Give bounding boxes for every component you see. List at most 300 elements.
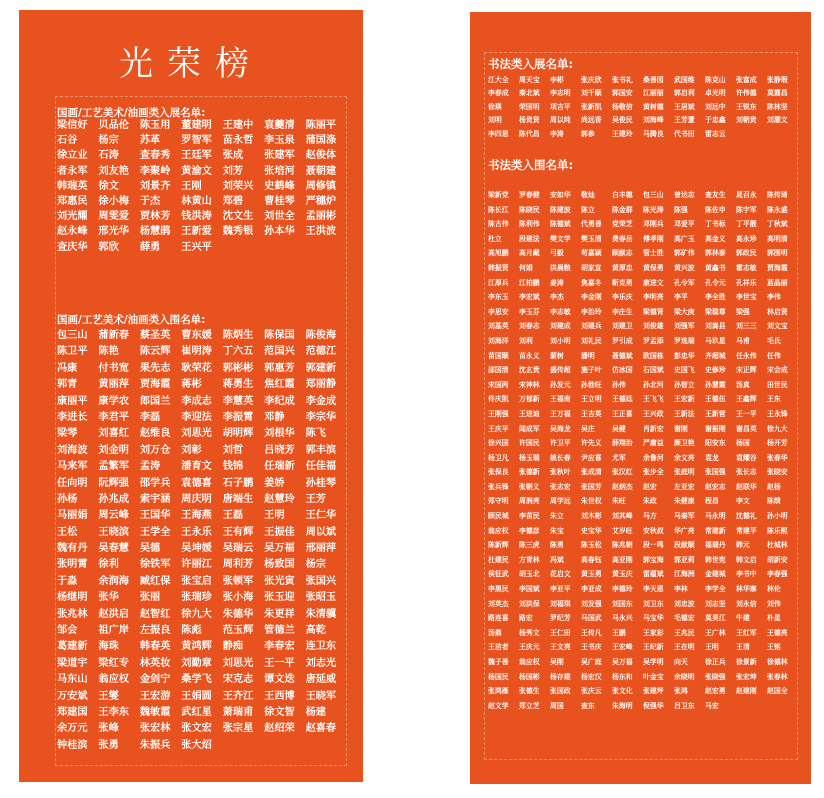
name-entry: 项吉平: [550, 102, 571, 111]
name-entry: 谭文迭: [264, 674, 295, 686]
name-entry: 张昭玉: [305, 592, 337, 604]
name-entry: 赵洪启: [98, 608, 129, 620]
name-entry: 洪晨粮: [550, 263, 571, 272]
name-entry: 任向明: [57, 477, 88, 489]
name-entry: 王松: [57, 526, 78, 538]
name-entry: 陈保国: [264, 330, 295, 341]
name-entry: 徐小梅: [98, 195, 129, 207]
name-entry: 杨国: [736, 439, 750, 448]
name-entry: 杨宏汉: [581, 672, 602, 681]
name-entry: 王明: [705, 643, 719, 652]
name-entry: 王吉英: [581, 409, 602, 418]
name-entry: 韩元: [736, 541, 750, 550]
name-entry: 张秋叶: [550, 468, 571, 477]
name-entry: 王刚强: [488, 409, 509, 418]
name-entry: 郑守明: [488, 497, 509, 506]
name-entry: 张德生: [519, 687, 540, 696]
name-entry: 陈玉松: [581, 541, 602, 550]
name-entry: 徐九大: [181, 608, 212, 620]
name-entry: 陈三虎: [519, 541, 540, 550]
name-entry: 董建明: [181, 120, 212, 131]
name-entry: 王兆民: [674, 628, 695, 637]
name-entry: 周以纯: [550, 116, 571, 125]
name-entry: 孙发元: [550, 380, 571, 389]
name-entry: 张顿军: [222, 575, 254, 587]
name-entry: 王建玲: [612, 129, 633, 138]
name-entry: 张兵锋: [488, 482, 509, 491]
name-entry: 赵国全: [767, 687, 788, 696]
name-entry: 朱健康: [674, 497, 695, 506]
name-entry: 阮辉强: [98, 477, 129, 489]
name-entry: 刘景齐: [139, 180, 171, 192]
name-entry: 费春岳: [612, 234, 633, 243]
name-entry: 郭建新: [305, 362, 337, 374]
name-entry: 谢昌英: [736, 424, 757, 433]
name-entry: 李治玲: [581, 307, 602, 316]
name-entry: 陈乐熙: [767, 526, 788, 535]
name-entry: 孙北河: [643, 380, 664, 389]
name-entry: 陈永盛: [767, 205, 788, 214]
name-entry: 邓爱平: [674, 220, 695, 229]
name-entry: 耿荣花: [181, 362, 212, 374]
name-entry: 刘海峰: [643, 116, 664, 125]
name-entry: 王传凡: [581, 628, 602, 637]
name-entry: 顾献志: [612, 249, 633, 258]
name-entry: 马秦军: [674, 512, 695, 521]
name-entry: 欧国栋: [643, 351, 664, 360]
name-entry: 周修镇: [305, 180, 337, 192]
name-entry: 桑学飞: [181, 674, 212, 686]
name-entry: 陈新辉: [488, 541, 509, 550]
name-entry: 侯征武: [488, 570, 509, 579]
name-entry: 高永珍: [736, 234, 757, 243]
name-entry: 邢光华: [98, 226, 129, 238]
name-entry: 王德廷: [612, 395, 633, 404]
name-entry: 陈俊海: [305, 330, 337, 341]
name-entry: 张明霄: [57, 559, 88, 571]
name-entry: 吴俊民: [612, 116, 633, 125]
name-entry: 罗孟添: [643, 336, 664, 345]
name-entry: 杨秀文: [519, 628, 540, 637]
name-entry: 罗引成: [612, 336, 633, 345]
name-entry: 王德亮: [767, 628, 788, 637]
name-entry: 萧瑞甫: [222, 706, 254, 718]
name-entry: 张国芳: [581, 482, 602, 491]
name-entry: 谢刚: [674, 424, 688, 433]
name-entry: 刘伟: [767, 599, 781, 608]
name-entry: 陈建波: [550, 205, 571, 214]
name-entry: 张庭明: [674, 468, 695, 477]
name-entry: 张培河: [264, 165, 295, 177]
name-entry: 陈佐申: [705, 205, 726, 214]
name-entry: 郭参: [581, 129, 595, 138]
name-entry: 王庆元: [519, 643, 540, 652]
name-entry: 王红军: [736, 628, 757, 637]
name-entry: 向天: [674, 658, 688, 666]
name-entry: 孙本华: [264, 226, 295, 238]
name-entry: 刘利: [519, 336, 533, 345]
name-entry: 彭忠华: [674, 351, 695, 360]
name-entry: 王学全: [139, 526, 171, 538]
name-entry: 李林: [674, 585, 688, 594]
name-entry: 吴春慧: [98, 543, 129, 555]
name-entry: 仿冰国: [612, 366, 633, 375]
name-entry: 赵俊体: [305, 150, 337, 162]
name-entry: 周学远: [550, 497, 571, 506]
name-entry: 张文化: [612, 687, 633, 696]
name-entry: 蒙树: [550, 351, 564, 360]
name-entry: 黄玉庆: [612, 570, 633, 579]
name-entry: 许伟德: [736, 89, 757, 98]
calligraphy-shortlist-heading: 书法类入围名单:: [488, 158, 574, 172]
name-entry: 李文: [736, 497, 750, 506]
name-entry: 李亚平: [550, 585, 571, 594]
name-entry: 朱宝: [550, 526, 564, 535]
name-entry: 李亚成: [581, 585, 602, 594]
name-entry: 王刚: [181, 180, 202, 192]
name-entry: 陈云辉: [139, 346, 171, 358]
name-entry: 路连喜: [488, 614, 509, 623]
name-entry: 康丽平: [57, 395, 88, 407]
name-entry: 贾海霞: [139, 379, 171, 391]
name-entry: 薛翔治: [612, 439, 633, 448]
name-entry: 聂德斌: [612, 351, 633, 360]
name-entry: 徐瑛: [488, 102, 502, 111]
name-entry: 马东山: [57, 674, 88, 686]
name-entry: 江大全: [488, 76, 509, 84]
name-entry: 李春成: [488, 89, 509, 98]
name-entry: 朱海明: [612, 701, 633, 710]
name-entry: 颜卫艳: [674, 439, 695, 448]
name-entry: 王锐东: [736, 102, 757, 111]
name-entry: 王宏新: [674, 395, 695, 404]
name-entry: 段建法: [519, 234, 540, 243]
name-entry: 孙杨: [57, 493, 78, 505]
name-entry: 王晓军: [305, 690, 337, 702]
name-entry: 宋神林: [519, 380, 540, 389]
name-entry: 张宏坤: [736, 672, 757, 681]
name-entry: 王德伍: [705, 395, 726, 404]
name-entry: 陈艳: [98, 346, 119, 358]
name-entry: 孙小明: [767, 512, 788, 521]
name-entry: 蒲国涤: [305, 135, 337, 147]
name-entry: 张静瑕: [767, 76, 788, 84]
name-entry: 万郁新: [519, 395, 540, 404]
name-entry: 赵永峰: [57, 226, 88, 238]
name-entry: 王燮: [98, 690, 119, 702]
name-entry: 刘忠波: [674, 599, 695, 608]
name-entry: 查东: [581, 701, 595, 710]
name-entry: 赵建刚: [736, 687, 757, 696]
name-entry: 李春宏: [264, 641, 295, 653]
name-entry: 孙桂琴: [305, 477, 337, 489]
name-entry: 梁道宇: [57, 657, 88, 669]
name-entry: 徐铁军: [139, 559, 171, 571]
name-entry: 梁强: [736, 307, 750, 316]
name-entry: 王庆平: [488, 424, 509, 433]
name-entry: 李明亮: [643, 293, 664, 302]
name-entry: 吴海龙: [550, 424, 571, 433]
name-entry: 徐九大: [767, 424, 788, 433]
name-entry: 齐超城: [705, 351, 726, 360]
name-entry: 王飞飞: [643, 395, 664, 404]
name-entry: 刘英杰: [488, 599, 509, 608]
name-entry: 苗永哲: [222, 135, 254, 147]
name-entry: 张晓安: [767, 468, 788, 477]
name-entry: 李国斌: [519, 585, 540, 594]
name-entry: 谢振刚: [705, 424, 726, 433]
name-entry: 顾民城: [488, 512, 509, 521]
name-entry: 陈卫平: [57, 346, 88, 358]
name-entry: 黄渝文: [181, 165, 212, 177]
name-entry: 闻成军: [519, 424, 540, 433]
name-entry: 郭林泰: [705, 249, 726, 258]
name-entry: 牛建: [736, 614, 750, 623]
name-entry: 韩世宪: [705, 555, 726, 564]
name-entry: 张兆林: [57, 608, 88, 620]
name-entry: 刘世全: [264, 211, 295, 223]
name-entry: 崔明涛: [181, 346, 212, 358]
name-entry: 白丰德: [612, 191, 633, 199]
name-entry: 魏有丹: [57, 543, 88, 555]
name-entry: 黄保勇: [643, 263, 664, 272]
name-entry: 张庆欣: [581, 76, 602, 84]
name-entry: 孙兆成: [98, 493, 129, 505]
name-entry: 赵绍荣: [264, 723, 295, 735]
name-entry: 范国兴: [264, 346, 295, 358]
name-entry: 杜城林: [767, 541, 788, 550]
name-entry: 潘明: [581, 351, 595, 360]
name-entry: 周云峰: [98, 510, 129, 522]
name-entry: 朴星: [767, 614, 781, 623]
name-entry: 郭惠芳: [264, 362, 295, 374]
name-entry: 石谷: [57, 135, 78, 147]
name-entry: 孙慧霞: [705, 380, 726, 389]
name-entry: 刘发强: [581, 599, 602, 608]
name-entry: 徐德林: [767, 658, 788, 666]
name-entry: 陈宇军: [736, 205, 757, 214]
name-entry: 王兴政: [643, 409, 664, 418]
name-entry: 刘明: [488, 116, 502, 125]
name-entry: 赵宏: [643, 482, 657, 491]
name-entry: 吴德: [139, 543, 161, 555]
name-entry: 曹东媛: [181, 330, 212, 341]
name-entry: 马丽娟: [57, 510, 88, 522]
name-entry: 管德兰: [264, 625, 295, 637]
name-entry: 王纪新: [643, 643, 664, 652]
name-entry: 孙伟: [612, 380, 626, 389]
name-entry: 郑惠民: [57, 195, 88, 207]
name-entry: 石国斌: [643, 366, 664, 375]
name-entry: 李东玉: [488, 293, 509, 302]
name-entry: 薛勇: [139, 241, 161, 253]
name-entry: 张瑞珍: [181, 592, 212, 604]
name-entry: 汤鼎: [488, 628, 502, 637]
name-entry: 程昌: [705, 497, 719, 506]
name-entry: 尤军: [612, 453, 626, 462]
name-entry: 艾岁旺: [612, 526, 633, 535]
name-entry: 朱更祥: [264, 608, 295, 620]
name-entry: 王晓滨: [98, 526, 129, 538]
name-entry: 邵学兵: [139, 477, 171, 489]
name-entry: 高乾: [305, 625, 326, 637]
name-entry: 李宏斌: [519, 293, 540, 302]
name-entry: 赵慧玲: [264, 493, 295, 505]
name-entry: 刘其峰: [612, 512, 633, 521]
name-entry: 陈古伟: [488, 220, 509, 229]
name-entry: 李志敏: [550, 307, 571, 316]
name-entry: 王在明: [674, 643, 695, 652]
name-entry: 朱旺: [612, 497, 626, 506]
name-entry: 杨宗: [98, 135, 119, 147]
name-entry: 林伦: [767, 585, 781, 594]
name-entry: 何娟: [519, 263, 533, 272]
name-entry: 刘哲: [222, 444, 244, 456]
name-entry: 朱世权: [581, 497, 602, 506]
name-entry: 徐兴国: [488, 439, 509, 448]
name-entry: 贾海霞: [767, 263, 788, 272]
name-entry: 路宏: [519, 614, 533, 623]
name-entry: 吴瑞云: [222, 543, 254, 555]
name-entry: 梁稳尊: [705, 307, 726, 316]
name-entry: 葛建新: [57, 641, 88, 653]
name-entry: 于杰: [139, 195, 161, 207]
name-entry: 罗选瑞: [674, 336, 695, 345]
name-entry: 陈勇: [550, 541, 564, 550]
name-entry: 李振霄: [222, 411, 254, 423]
name-entry: 王立明: [581, 395, 602, 404]
name-entry: 杨宗: [305, 559, 326, 571]
name-entry: 黄丽萍: [98, 379, 129, 391]
name-entry: 王西博: [264, 690, 295, 702]
name-entry: 魏敏霞: [139, 706, 171, 718]
calligraphy-shortlist-name-list: [488, 188, 798, 713]
name-entry: 王广林: [705, 628, 726, 637]
name-entry: 梁新党: [488, 191, 509, 199]
name-entry: 高春钰: [581, 555, 602, 564]
name-entry: 马来军: [57, 461, 88, 473]
name-entry: 李平: [674, 293, 688, 302]
name-entry: 李世宝: [736, 293, 757, 302]
name-entry: 施子叶: [581, 366, 602, 375]
name-entry: 张宗星: [222, 723, 254, 735]
name-entry: 于忠鑫: [705, 116, 726, 125]
name-entry: 林启贤: [767, 307, 788, 316]
name-entry: 赵联华: [736, 482, 757, 491]
name-entry: 肖新宏: [643, 424, 664, 433]
name-entry: 赵杨: [767, 482, 781, 491]
name-entry: 李玉芬: [519, 307, 540, 316]
name-entry: 李金刚: [581, 293, 602, 302]
name-entry: 焦嘉冬: [581, 278, 602, 287]
name-entry: 胡家宣: [581, 263, 602, 272]
name-entry: 陈彪: [181, 625, 202, 637]
calligraphy-exhibit-heading: 书法类入展名单:: [488, 57, 574, 71]
name-entry: 孟丽彬: [305, 211, 337, 223]
name-entry: 陈代昌: [519, 129, 540, 138]
name-entry: 王新营: [705, 409, 726, 418]
name-entry: 李杰: [550, 293, 564, 302]
name-entry: 李天恩: [643, 585, 664, 594]
name-entry: 胡明辉: [222, 428, 254, 440]
exhibit-name-list: [57, 118, 347, 255]
name-entry: 王永乐: [181, 526, 212, 538]
name-entry: 王仁田: [550, 628, 571, 637]
name-entry: 吕卫东: [674, 701, 695, 710]
name-entry: 张晓强: [705, 672, 726, 681]
name-entry: 翁应权: [98, 674, 129, 686]
name-entry: 晁召永: [736, 191, 757, 199]
name-entry: 张朝义: [519, 482, 540, 491]
name-entry: 严穗炉: [305, 195, 337, 207]
name-entry: 王进迪: [519, 409, 540, 418]
name-entry: 姜涛: [550, 278, 564, 287]
name-entry: 王宏游: [139, 690, 171, 702]
name-entry: 余万元: [57, 723, 88, 735]
name-entry: 袁龙: [705, 453, 719, 462]
name-entry: 韩瑞英: [57, 180, 88, 192]
name-entry: 赵文学: [488, 701, 509, 710]
name-entry: 徐利: [98, 559, 119, 571]
name-entry: 钟桂滨: [57, 739, 88, 751]
name-entry: 王李东: [98, 706, 129, 718]
name-entry: 刘春志: [519, 322, 540, 331]
name-entry: 丁六五: [222, 346, 254, 358]
name-entry: 陈炳生: [222, 330, 254, 341]
name-entry: 郑建国: [57, 706, 88, 718]
shortlist-heading: 国画/工艺美术/油画类入围名单:: [57, 314, 206, 326]
name-entry: 邢丽萍: [305, 543, 337, 555]
name-entry: 张鸿雁: [488, 687, 509, 696]
name-entry: 孙智立: [674, 380, 695, 389]
name-entry: 黄厚忠: [612, 263, 633, 272]
name-entry: 朱立: [550, 512, 564, 521]
name-entry: 翁应权: [488, 526, 509, 535]
name-entry: 李玉泉: [264, 135, 295, 147]
name-entry: 郭政民: [736, 249, 757, 258]
name-entry: 尚远香: [581, 116, 602, 125]
name-entry: 刘海洋: [488, 336, 509, 345]
name-entry: 代勇善: [581, 220, 602, 229]
name-entry: 索宇涵: [139, 493, 171, 505]
name-entry: 孟繁军: [98, 461, 129, 473]
name-entry: 刘福琪: [550, 599, 571, 608]
name-entry: 陈光涛: [643, 205, 664, 214]
name-entry: 赵炳杰: [612, 482, 633, 491]
name-entry: 康学农: [98, 395, 129, 407]
name-entry: 马甫: [736, 336, 750, 345]
name-entry: 邵国清: [488, 366, 509, 375]
name-entry: 梁琴: [57, 428, 78, 440]
name-entry: 包三山: [643, 191, 664, 199]
name-entry: 方青林: [519, 555, 540, 564]
name-entry: 武红星: [181, 706, 212, 718]
name-entry: 郭围明: [767, 249, 788, 258]
name-entry: 刘木彬: [581, 512, 602, 521]
name-entry: 安秋叔: [643, 526, 664, 535]
name-entry: 王鹏: [612, 628, 626, 637]
name-entry: 雷志云: [705, 129, 726, 138]
calligraphy-exhibit-name-list: [488, 74, 798, 141]
name-entry: 刘思光: [181, 428, 212, 440]
name-entry: 荣国明: [519, 102, 540, 111]
name-entry: 杨开芳: [767, 439, 788, 448]
name-entry: 李思安: [488, 307, 509, 316]
name-entry: 陈利伟: [519, 220, 540, 229]
name-entry: 阳安东: [705, 439, 726, 448]
name-entry: 郭亚莉: [674, 555, 695, 564]
name-entry: 史修珍: [705, 366, 726, 375]
